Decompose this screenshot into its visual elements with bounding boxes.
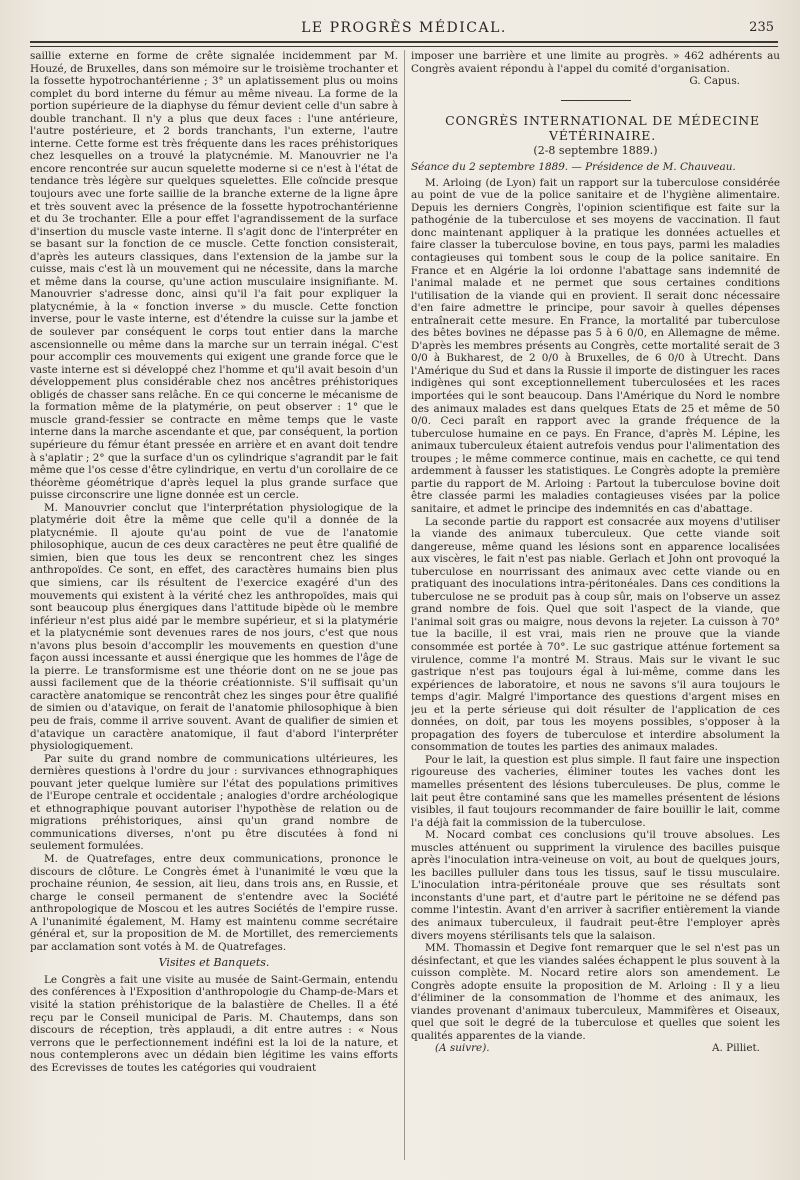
paragraph-continuation: imposer une barrière et une limite au progrès. » 462 adhérents au Congrès avaient répondu à l'appel du comité d'organisation. xyxy=(411,50,780,75)
paragraph-visits: Le Congrès a fait une visite au musée de Saint-Germain, entendu des conférences à l'Exposition d'anthropologie du Champ-de-Mars et visité la station préhistorique de la balastière de Chelles. Il a été reçu par le Conseil municipal de Paris. M. Chautemps, dans son discours de réception, très applaudi, a dit entre autres : « Nous verrons que le perfectionnement indéfini est la loi de la nature, et nous contemplerons avec un dédain bien légitime les vains efforts des Ecrevisses de toutes les catégories qui voudraient xyxy=(30,973,398,1074)
paragraph-meat-utilisation: La seconde partie du rapport est consacrée aux moyens d'utiliser la viande des animaux tuberculeux. Que cette viande soit dangereuse, même quand les lésions sont en apparence localisées aux viscères, le fait n'est pas niable. Gerlach et John ont provoqué la tuberculose en nourrissant des animaux avec cette viande ou en pratiquant des inoculations intra-péritonéales. Dans ces conditions la tuberculose ne se produit pas à coup sûr, mais on l'observe un assez grand nombre de fois. Quel que soit l'aspect de la viande, que l'animal soit gras ou maigre, nous devons la rejeter. La cuisson à 70° tue la bacille, il est vrai, mais rien ne prouve que la viande consommée est portée à 70°. Le suc gastrique atténue fortement sa virulence, comme l'a montré M. Straus. Mais sur le vivant le suc gastrique n'est pas toujours égal à lui-même, comme dans les expériences de laboratoire, et nous ne savons s'il aura toujours le temps d'agir. Malgré l'importance des questions d'argent mises en jeu et la perte sérieuse qui doit résulter de l'application de ces données, on doit, par tous les moyens possibles, s'opposer à la propagation des foyers de tuberculose et interdire absolument la consommation de toutes les parties des animaux malades. xyxy=(411,515,780,754)
section-separator xyxy=(561,100,631,101)
section-title-line-1: CONGRÈS INTERNATIONAL DE MÉDECINE xyxy=(445,112,760,128)
paragraph-milk: Pour le lait, la question est plus simple. Il faut faire une inspection rigoureuse des vacheries, éliminer toutes les vaches dont les mamelles présentent des lésions tuberculeuses. De plus, comme le lait peut être contaminé sans que les mamelles présentent de lésions visibles, il faut toujours recommander de faire bouillir le lait, comme l'a déjà fait la commission de la tuberculose. xyxy=(411,753,780,829)
column-divider xyxy=(404,50,405,1160)
paragraph-closing-speech: M. de Quatrefages, entre deux communications, prononce le discours de clôture. Le Congrès émet à l'unanimité le vœu que la prochaine réunion, 4e session, ait lieu, dans trois ans, en Russie, et charge le conseil permanent de s'entendre avec la Société anthropologique de Moscou et les autres Sociétés de l'empire russe. A l'unanimité également, M. Hamy est maintenu comme secrétaire général et, sur la proposition de M. de Mortillet, des remerciements par acclamation sont votés à M. de Quatrefages. xyxy=(30,853,398,953)
visits-heading: Visites et Banquets. xyxy=(158,956,270,970)
signature-pilliet: A. Pilliet. xyxy=(711,1042,760,1055)
paragraph-arloing-report: M. Arloing (de Lyon) fait un rapport sur la tuberculose considérée au point de vue de la police sanitaire et de l'hygiène alimentaire. Depuis les derniers Congrès, l'opinion scientifique est faite sur la pathogénie de la tuberculose et ses moyens de vaccination. Il faut donc maintenant appliquer à la pratique les données actuelles et faire classer la tuberculose bovine, en tous pays, parmi les maladies contagieuses qui tombent sous le coup de la police sanitaire. En France et en Algérie la loi ordonne l'abattage sans indemnité de l'animal malade et ne permet que sous certaines conditions l'utilisation de la viande qui en provient. Il serait donc nécessaire d'en faire admettre le principe, pour savoir à quelles dépenses entraînerait cette mesure. En France, la mortalité par tuberculose des bêtes bovines ne dépasse pas 5 à 6 0/0, en Allemagne de même. D'après les membres présents au Congrès, cette mortalité serait de 3 0/0 à Bukharest, de 2 0/0 à Bruxelles, de 6 0/0 à Utrecht. Dans l'Amérique du Sud et dans la Russie il importe de distinguer les races indigènes qui sont exceptionnellement tuberculosées et les races importées qui le sont beaucoup. Dans l'Amérique du Nord le nombre des animaux malades est dans quelques Etats de 25 et même de 50 0/0. Ceci paraît en rapport avec la grande fréquence de la tuberculose humaine en ce pays. En France, d'après M. Lépine, les animaux tuberculeux étaient autrefois vendus pour l'alimentation des troupes ; le même commerce continue, mais en cachette, ce qui tend ardemment à fausser les statistiques. Le Congrès adopte la première partie du rapport de M. Arloing : Partout la tuberculose bovine doit être classée parmi les maladies contagieuses visées par la police sanitaire, et admet le principe des indemnités en cas d'abattage. xyxy=(411,176,780,515)
header-rule-thick xyxy=(30,41,778,43)
paragraph-manouvrier-conclusion: M. Manouvrier conclut que l'interprétation physiologique de la platymérie doit être la même que celle qu'il a donnée de la platycnémie. Il ajoute qu'au point de vue de l'anatomie philosophique, aucun de ces deux caractères ne peut être qualifié de simien, bien que tous les deux se rencontrent chez les singes anthropoïdes. Ce sont, en effet, des caractères humains bien plus que simiens, car ils résultent de l'exercice exagéré d'un des mouvements qui existent à la vérité chez les anthropoïdes, mais qui sont beaucoup plus énergiques dans l'attitude bipède où le membre inférieur n'est plus aidé par le membre supérieur, et si la platymérie et la platycnémie sont devenues rares de nos jours, c'est que nous n'avons plus besoin d'accomplir les mouvements en question d'une façon aussi incessante et aussi énergique que les hommes de l'âge de la pierre. Le transformisme est une théorie dont on ne se joue pas aussi facilement que de la théorie créationniste. S'il suffisait qu'un caractère anatomique se rencontrât chez les singes pour être qualifié de simien ou d'atavique, on ferait de l'anatomie philosophique à bien peu de frais, comme il arrive souvent. Avant de qualifier de simien et d'atavique un caractère anatomique, il faut d'abord l'interpréter physiologiquement. xyxy=(30,501,398,753)
page-number: 235 xyxy=(749,20,774,35)
header-rule-thin xyxy=(30,46,778,47)
congress-dates: (2-8 septembre 1889.) xyxy=(533,143,658,157)
paragraph-remaining-questions: Par suite du grand nombre de communications ultérieures, les dernières questions à l'ordre du jour : survivances ethnographiques pouvant jeter quelque lumière sur l'état des populations primitives de l'Europe centrale et occidentale ; analogies d'ordre archéologique et ethnographique pouvant autoriser l'hypothèse de relation ou de migrations préhistoriques, ainsi qu'un grand nombre de communications diverses, n'ont pu être discutées à fond ni seulement formulées. xyxy=(30,752,398,853)
right-column xyxy=(411,50,780,1165)
paragraph-nocard: M. Nocard combat ces conclusions qu'il trouve absolues. Les muscles atténuent ou suppriment la virulence des bacilles puisque après l'inoculation intra-veineuse on voit, au bout de quelques jours, les bacilles pulluler dans tous les tissus, sauf le tissu musculaire. L'inoculation intra-péritonéale prouve que ses résultats sont inconstants d'une part, et d'autre part le péritoine ne se défend pas comme l'intestin. Avant d'en arriver à sacrifier entièrement la viande des animaux tuberculeux, il faudrait peut-être l'employer après divers moyens stérilisants tels que la salaison. xyxy=(411,829,780,942)
to-be-continued: (A suivre). xyxy=(435,1042,490,1055)
running-title: LE PROGRÈS MÉDICAL. xyxy=(301,20,507,36)
article-footer xyxy=(411,1042,780,1055)
signature-capus: G. Capus. xyxy=(689,75,740,88)
paragraph-thomassin-degive: MM. Thomassin et Degive font remarquer que le sel n'est pas un désinfectant, et que les viandes salées échappent le plus souvent à la cuisson complète. M. Nocard retire alors son amendement. Le Congrès adopte ensuite la proposition de M. Arloing : Il y a lieu d'éliminer de la consommation de l'homme et des animaux, les viandes provenant d'animaux tuberculeux, Mammifères et Oiseaux, quel que soit le degré de la tuberculose et quelles que soient les qualités apparentes de la viande. xyxy=(411,942,780,1042)
section-title-line-2: VÉTÉRINAIRE. xyxy=(549,127,656,143)
left-column xyxy=(30,50,398,1165)
paragraph-platymerie-description: saillie externe en forme de crête signalée incidemment par M. Houzé, de Bruxelles, dans son mémoire sur le troisième trochanter et la fossette hypotrochantérienne ; 3° un aplatissement plus ou moins complet du bord interne du fémur au même niveau. La forme de la portion supérieure de la diaphyse du fémur devient celle d'un sabre à double tranchant. Il n'y a plus que deux faces : l'une antérieure, l'autre postérieure, et 2 bords tranchants, l'un externe, l'autre interne. Cette forme est très fréquente dans les races préhistoriques chez lesquelles on a trouvé la platycnémie. M. Manouvrier ne l'a encore rencontrée sur aucun squelette moderne si ce n'est à l'état de tendance très légère sur quelques squelettes. Elle coïncide presque toujours avec une forte saillie de la branche externe de la ligne âpre et très souvent avec la présence de la fossette hypotrochantérienne et du 3e trochanter. Elle a pour effet l'agrandissement de la surface d'insertion du muscle vaste interne. Il s'agit donc de l'interpréter en se basant sur la fonction de ce muscle. Cette fonction consisterait, d'après les auteurs classiques, dans l'extension de la jambe sur la cuisse, mais c'est là un mouvement qui ne nécessite, dans la marche et même dans la course, qu'une action musculaire insignifiante. M. Manouvrier s'adresse donc, ainsi qu'il l'a fait pour expliquer la platycnémie, à la « fonction inverse » du muscle. Cette fonction inverse, pour le vaste interne, est d'étendre la cuisse sur la jambe et de soulever par conséquent le corps tout entier dans la marche ascensionnelle ou même dans la marche sur un terrain inégal. C'est pour accomplir ces mouvements qui exigent une grande force que le vaste interne est si développé chez l'homme et qu'il avait besoin d'un développement plus considérable chez nos ancêtres préhistoriques obligés de chasser sans relâche. En ce qui concerne le mécanisme de la formation même de la platymérie, on peut observer : 1° que le muscle grand-fessier se contracte en même temps que le vaste interne dans la marche ascendante et que, par conséquent, la portion supérieure du fémur étant pressée en arrière et en avant doit tendre à s'aplatir ; 2° que la surface d'un os cylindrique s'agrandit par le fait même que l'os cesse d'être cylindrique, en vertu d'un corollaire de ce théorème géométrique d'après lequel la plus grande surface que puisse circonscrire une ligne donnée est un cercle. xyxy=(30,50,398,502)
page-header xyxy=(30,18,778,40)
session-line: Séance du 2 septembre 1889. — Présidence de M. Chauveau. xyxy=(411,161,736,174)
